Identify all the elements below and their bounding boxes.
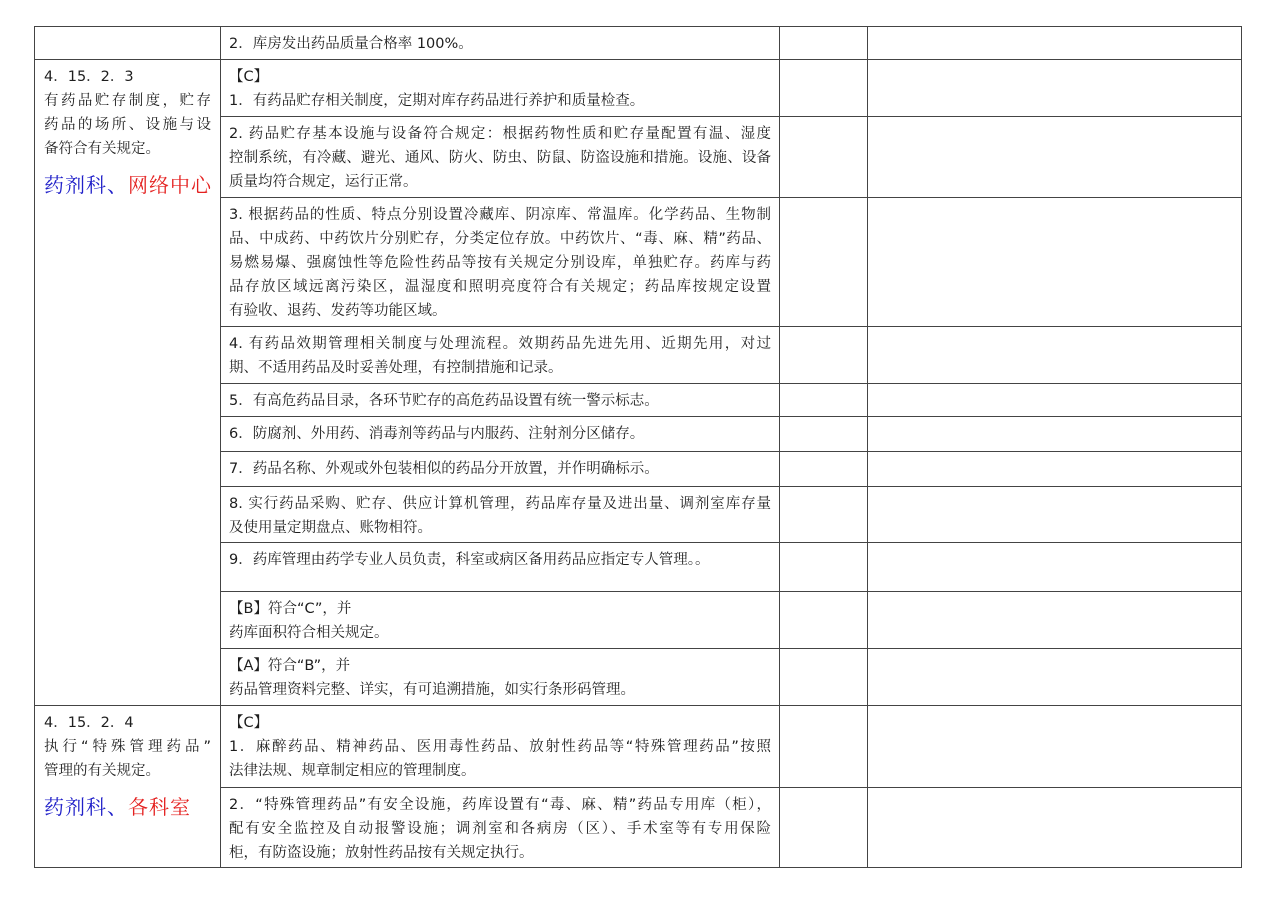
- empty-cell: [780, 327, 868, 384]
- criteria-cell: [221, 60, 780, 117]
- criteria-line: 药库面积符合相关规定。: [229, 625, 389, 641]
- criteria-cell: [221, 27, 780, 60]
- criteria-line: 控制系统，有冷藏、避光、通风、防火、防虫、防鼠、防盗设施和措施。设施、设备: [229, 150, 771, 166]
- responsible-departments: [44, 790, 211, 824]
- empty-cell: [780, 384, 868, 417]
- empty-cell: [780, 417, 868, 452]
- grade-label: 【C】: [229, 715, 269, 731]
- criteria-line: 6．防腐剂、外用药、消毒剂等药品与内服药、注射剂分区储存。: [229, 426, 645, 442]
- criteria-line: 法律法规、规章制定相应的管理制度。: [229, 763, 476, 779]
- grade-label: 【B】符合“C”，并: [229, 601, 352, 617]
- empty-cell: [868, 327, 1242, 384]
- criteria-line: 配有安全监控及自动报警设施；调剂室和各病房（区）、手术室等有专用保险: [229, 821, 771, 837]
- empty-cell: [780, 788, 868, 868]
- criteria-line: 品、中成药、中药饮片分别贮存，分类定位存放。中药饮片、“毒、麻、精”药品、: [229, 231, 771, 247]
- criteria-cell: [221, 592, 780, 649]
- empty-cell: [868, 27, 1242, 60]
- empty-cell: [868, 452, 1242, 487]
- criteria-line: 柜，有防盗设施；放射性药品按有关规定执行。: [229, 845, 534, 861]
- empty-cell: [780, 60, 868, 117]
- empty-cell: [868, 60, 1242, 117]
- grade-label: 【C】: [229, 69, 269, 85]
- department-secondary: 网络中心: [128, 173, 212, 197]
- empty-cell: [868, 117, 1242, 198]
- criteria-line: 药品管理资料完整、详实，有可追溯措施，如实行条形码管理。: [229, 682, 635, 698]
- criteria-line: 有验收、退药、发药等功能区域。: [229, 303, 447, 319]
- empty-cell: [868, 706, 1242, 788]
- criteria-line: 1．麻醉药品、精神药品、医用毒性药品、放射性药品等“特殊管理药品”按照: [229, 739, 771, 755]
- empty-cell: [780, 198, 868, 327]
- empty-cell: [868, 543, 1242, 592]
- criteria-cell: [221, 117, 780, 198]
- criteria-line: 2．“特殊管理药品”有安全设施，药库设置有“毒、麻、精”药品专用库（柜），: [229, 797, 771, 813]
- criteria-line: 易燃易爆、强腐蚀性等危险性药品等按有关规定分别设库，单独贮存。药库与药: [229, 255, 771, 271]
- grade-label: 【A】符合“B”，并: [229, 658, 351, 674]
- criteria-cell: [221, 649, 780, 706]
- standard-code: 4．15．2．4: [44, 715, 134, 731]
- criteria-line: 3. 根据药品的性质、特点分别设置冷藏库、阴凉库、常温库。化学药品、生物制: [229, 207, 771, 223]
- empty-cell: [780, 543, 868, 592]
- standard-requirement-line: 备符合有关规定。: [44, 141, 160, 157]
- department-secondary: 各科室: [128, 795, 191, 819]
- standard-code: 4．15．2．3: [44, 69, 134, 85]
- empty-cell: [868, 649, 1242, 706]
- standard-cell: [35, 60, 221, 706]
- empty-cell: [780, 706, 868, 788]
- criteria-line: 及使用量定期盘点、账物相符。: [229, 520, 432, 536]
- empty-cell: [868, 487, 1242, 543]
- standard-cell-empty: [35, 27, 221, 60]
- empty-cell: [868, 417, 1242, 452]
- criteria-cell: [221, 543, 780, 592]
- empty-cell: [780, 452, 868, 487]
- criteria-line: 7．药品名称、外观或外包装相似的药品分开放置，并作明确标示。: [229, 461, 659, 477]
- criteria-line: 2．库房发出药品质量合格率 100%。: [229, 36, 473, 52]
- empty-cell: [780, 117, 868, 198]
- responsible-departments: [44, 168, 211, 202]
- criteria-line: 8. 实行药品采购、贮存、供应计算机管理，药品库存量及进出量、调剂室库存量: [229, 496, 771, 512]
- department-primary: 药剂科、: [44, 173, 128, 197]
- criteria-line: 9．药库管理由药学专业人员负责，科室或病区备用药品应指定专人管理。。: [229, 552, 710, 568]
- standard-requirement-line: 执行“特殊管理药品”: [44, 739, 211, 755]
- empty-cell: [780, 487, 868, 543]
- empty-cell: [780, 649, 868, 706]
- criteria-line: 4. 有药品效期管理相关制度与处理流程。效期药品先进先用、近期先用，对过: [229, 336, 771, 352]
- criteria-cell: [221, 788, 780, 868]
- standard-requirement-line: 有药品贮存制度，贮存: [44, 93, 211, 109]
- criteria-line: 品存放区域远离污染区，温湿度和照明亮度符合有关规定；药品库按规定设置: [229, 279, 771, 295]
- empty-cell: [780, 27, 868, 60]
- criteria-cell: [221, 417, 780, 452]
- criteria-line: 期、不适用药品及时妥善处理，有控制措施和记录。: [229, 360, 563, 376]
- criteria-cell: [221, 487, 780, 543]
- criteria-cell: [221, 384, 780, 417]
- department-primary: 药剂科、: [44, 795, 128, 819]
- assessment-table: [34, 26, 1242, 868]
- standard-requirement-line: 药品的场所、设施与设: [44, 117, 211, 133]
- criteria-line: 5．有高危药品目录，各环节贮存的高危药品设置有统一警示标志。: [229, 393, 659, 409]
- empty-cell: [868, 788, 1242, 868]
- criteria-line: 1．有药品贮存相关制度，定期对库存药品进行养护和质量检查。: [229, 93, 645, 109]
- empty-cell: [868, 198, 1242, 327]
- criteria-cell: [221, 198, 780, 327]
- empty-cell: [868, 592, 1242, 649]
- criteria-line: 2. 药品贮存基本设施与设备符合规定：根据药物性质和贮存量配置有温、湿度: [229, 126, 771, 142]
- criteria-cell: [221, 706, 780, 788]
- criteria-cell: [221, 327, 780, 384]
- criteria-line: 质量均符合规定，运行正常。: [229, 174, 418, 190]
- standard-requirement-line: 管理的有关规定。: [44, 763, 160, 779]
- standard-cell: [35, 706, 221, 868]
- criteria-cell: [221, 452, 780, 487]
- empty-cell: [868, 384, 1242, 417]
- empty-cell: [780, 592, 868, 649]
